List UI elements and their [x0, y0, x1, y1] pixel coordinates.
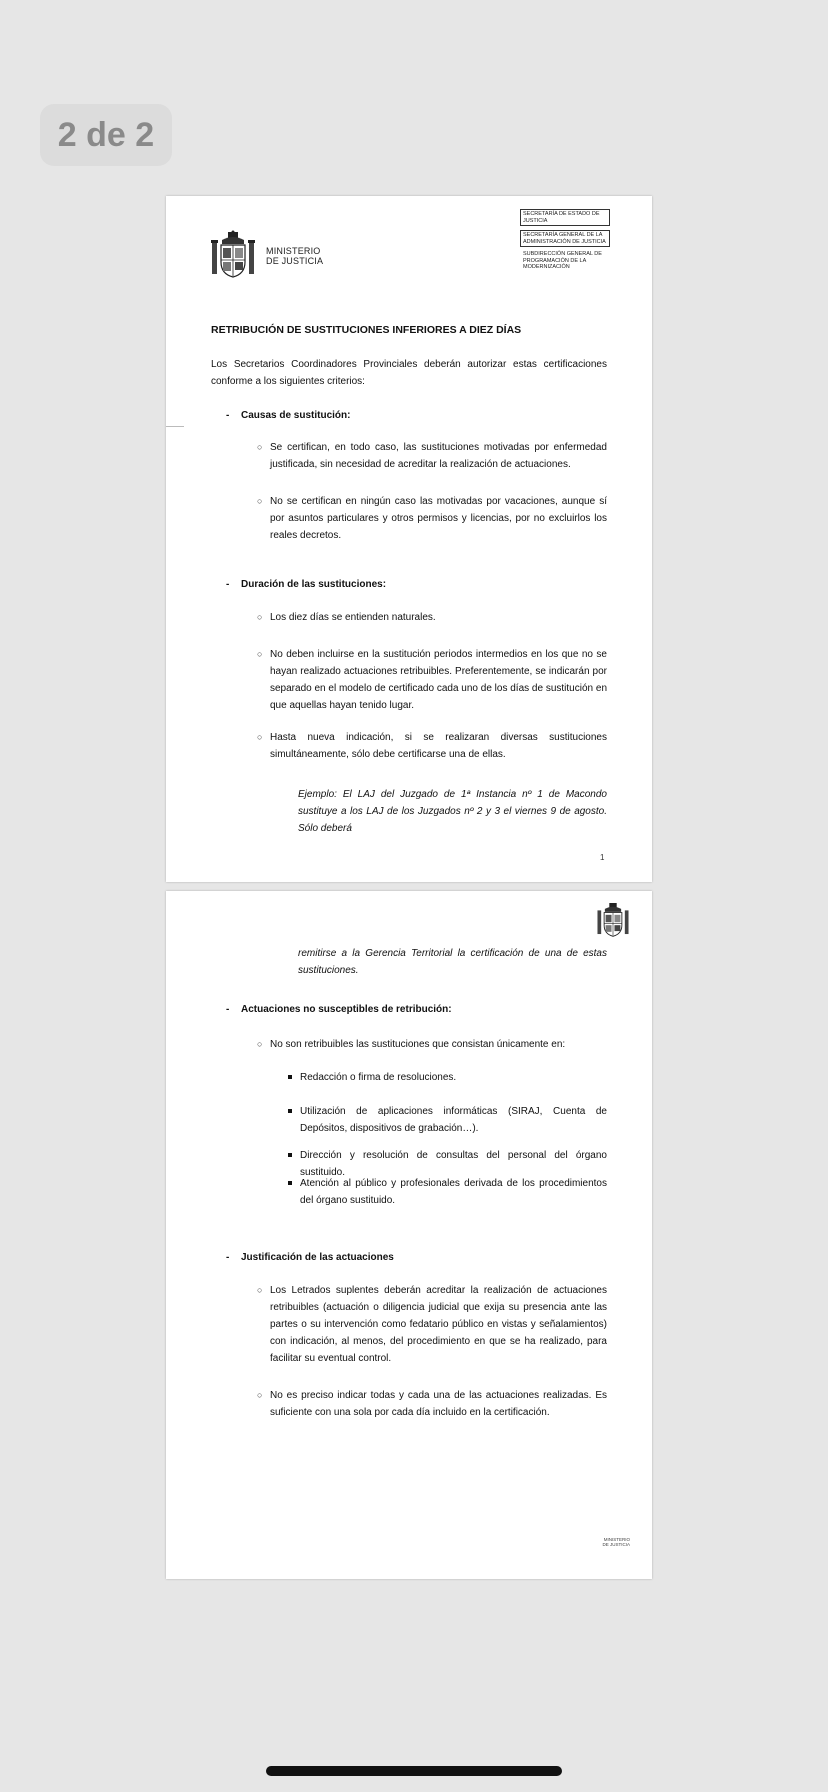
sub-item-atencion: Atención al público y profesionales derivada de los procedimientos del órgano sustituido.: [300, 1178, 607, 1206]
intro-paragraph: Los Secretarios Coordinadores Provinciales deberán autorizar estas certificaciones conforme a los siguientes criterios:: [211, 359, 607, 387]
square-bullet-icon: [288, 1109, 292, 1113]
margin-mark: [166, 426, 184, 427]
home-indicator[interactable]: [266, 1766, 562, 1776]
section-causas-heading: Causas de sustitución:: [241, 410, 351, 421]
coat-of-arms-icon: [210, 230, 256, 280]
sub-item-aplicaciones: Utilización de aplicaciones informáticas (SIRAJ, Cuenta de Depósitos, dispositivos de grabación…).: [300, 1106, 607, 1134]
bullet-dash: -: [226, 410, 230, 421]
header-subdireccion: SUBDIRECCIÓN GENERAL DE PROGRAMACIÓN DE LA MODERNIZACIÓN: [523, 251, 602, 270]
footer-ministry-line2: DE JUSTICIA: [602, 1542, 630, 1547]
circle-bullet-icon: ○: [257, 612, 263, 622]
header-box-secretaria-general: SECRETARÍA GENERAL DE LA ADMINISTRACIÓN DE JUSTICIA: [520, 230, 610, 247]
coat-of-arms-icon: [596, 901, 630, 939]
bullet-dash: -: [226, 579, 230, 590]
square-bullet-icon: [288, 1153, 292, 1157]
justificacion-item-2: No es preciso indicar todas y cada una de las actuaciones realizadas. Es suficiente con una sola por cada día incluido en la certificación.: [270, 1390, 607, 1418]
bullet-dash: -: [226, 1004, 230, 1015]
section-no-retribuibles-heading: Actuaciones no susceptibles de retribución:: [241, 1004, 452, 1015]
circle-bullet-icon: ○: [257, 496, 263, 506]
causas-item-1: Se certifican, en todo caso, las sustituciones motivadas por enfermedad justificada, sin necesidad de acreditar la realización de actuaciones.: [270, 442, 607, 470]
document-page-2: [166, 891, 652, 1579]
duracion-item-2: No deben incluirse en la sustitución periodos intermedios en los que no se hayan realizado actuaciones retribuibles. Preferentemente, se indicarán por separado en el modelo de certificado cada uno de los días de sustitución en que aquellas hayan tenido lugar.: [270, 649, 607, 711]
sub-item-direccion: Dirección y resolución de consultas del personal del órgano sustituido.: [300, 1150, 607, 1178]
circle-bullet-icon: ○: [257, 649, 263, 659]
header-box-secretaria-estado: SECRETARÍA DE ESTADO DE JUSTICIA: [520, 209, 610, 226]
square-bullet-icon: [288, 1181, 292, 1185]
ministry-line2: DE JUSTICIA: [266, 256, 324, 266]
causas-item-2: No se certifican en ningún caso las motivadas por vacaciones, aunque sí por asuntos particulares y otros permisos y licencias, por no excluirlos los reales decretos.: [270, 496, 607, 541]
circle-bullet-icon: ○: [257, 442, 263, 452]
section-justificacion-heading: Justificación de las actuaciones: [241, 1252, 394, 1263]
bullet-dash: -: [226, 1252, 230, 1263]
duracion-item-3: Hasta nueva indicación, si se realizaran diversas sustituciones simultáneamente, sólo debe certificarse una de ellas.: [270, 732, 607, 760]
circle-bullet-icon: ○: [257, 1039, 263, 1049]
page-indicator: 2 de 2: [40, 104, 172, 166]
ministry-name: [266, 246, 323, 266]
duracion-item-1: Los diez días se entienden naturales.: [270, 612, 436, 623]
section-duracion-heading: Duración de las sustituciones:: [241, 579, 387, 590]
sub-item-redaccion: Redacción o firma de resoluciones.: [300, 1072, 457, 1083]
example-continuation: remitirse a la Gerencia Territorial la certificación de una de estas sustituciones.: [298, 948, 607, 976]
ministry-line1: MINISTERIO: [266, 246, 321, 256]
document-title: RETRIBUCIÓN DE SUSTITUCIONES INFERIORES A DIEZ DÍAS: [211, 324, 522, 336]
document-page-1: [166, 196, 652, 882]
footer-ministry-line1: MINISTERIO: [603, 1537, 630, 1542]
footer-ministry: [596, 1537, 630, 1547]
circle-bullet-icon: ○: [257, 1390, 263, 1400]
example-paragraph: Ejemplo: El LAJ del Juzgado de 1ª Instancia nº 1 de Macondo sustituye a los LAJ de los Juzgados nº 2 y 3 el viernes 9 de agosto. Sólo deberá: [298, 789, 607, 834]
page-number: 1: [600, 853, 605, 862]
no-retribuibles-item-1: No son retribuibles las sustituciones que consistan únicamente en:: [270, 1039, 566, 1050]
justificacion-item-1: Los Letrados suplentes deberán acreditar la realización de actuaciones retribuibles (actuación o diligencia judicial que exija su presencia ante las partes o su intervención como fedatario público en vistas y señalamientos) con indicación, al menos, del procedimiento en que se ha realizado, para facilitar su eventual control.: [270, 1285, 607, 1364]
square-bullet-icon: [288, 1075, 292, 1079]
circle-bullet-icon: ○: [257, 1285, 263, 1295]
circle-bullet-icon: ○: [257, 732, 263, 742]
